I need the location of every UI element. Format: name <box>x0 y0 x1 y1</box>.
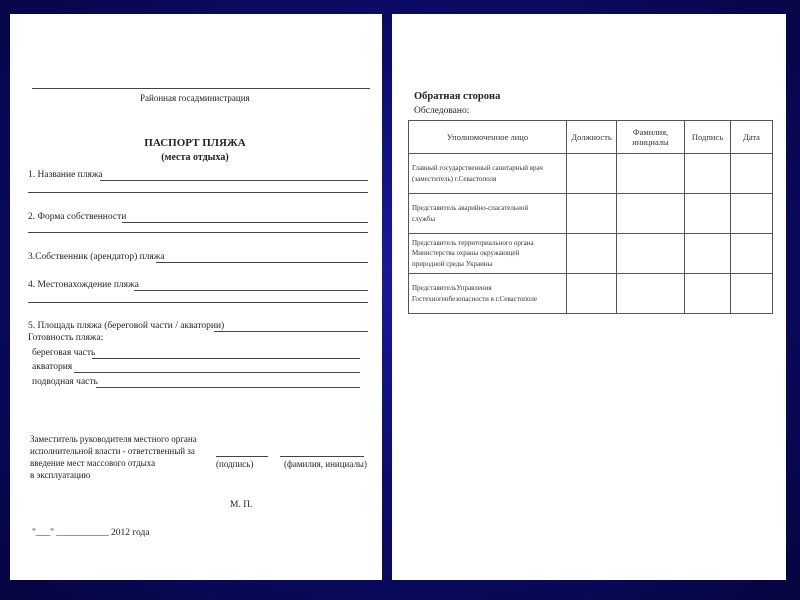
readiness-shore-label: береговая часть <box>32 348 96 358</box>
field-label-location: 4. Местонахождение пляжа <box>28 280 139 290</box>
table-row <box>409 194 773 234</box>
seal-label: М. П. <box>230 500 253 510</box>
table-row <box>409 154 773 194</box>
header-name: Фамилия, инициалы <box>617 121 685 154</box>
name-cell[interactable] <box>617 194 685 234</box>
signatory-line-2: исполнительной власти - ответственный за <box>30 446 195 456</box>
header-date: Дата <box>731 121 773 154</box>
ownership-line[interactable] <box>122 222 368 223</box>
ownership-line-2[interactable] <box>28 232 368 233</box>
row-person-label: ПредставительУправления Гостехногенбезопасности в г.Севастополе <box>409 274 567 314</box>
signature-cell[interactable] <box>685 194 731 234</box>
date-cell[interactable] <box>731 154 773 194</box>
date-cell[interactable] <box>731 274 773 314</box>
date-cell[interactable] <box>731 234 773 274</box>
readiness-water-line[interactable] <box>74 372 360 373</box>
area-line[interactable] <box>214 331 368 332</box>
name-cell[interactable] <box>617 234 685 274</box>
signature-cell[interactable] <box>685 234 731 274</box>
table-header-row <box>409 121 773 154</box>
owner-line[interactable] <box>156 262 368 263</box>
page-subtitle: (места отдыха) <box>161 152 229 163</box>
header-position: Должность <box>567 121 617 154</box>
reverse-side-page <box>392 14 786 580</box>
administration-line <box>32 88 370 89</box>
page-title: ПАСПОРТ ПЛЯЖА <box>144 137 246 149</box>
field-label-owner: 3.Собственник (арендатор) пляжа <box>28 252 165 262</box>
position-cell[interactable] <box>567 194 617 234</box>
name-cell[interactable] <box>617 274 685 314</box>
position-cell[interactable] <box>567 274 617 314</box>
beach-name-line[interactable] <box>100 180 368 181</box>
table-row <box>409 274 773 314</box>
signature-cell[interactable] <box>685 154 731 194</box>
table-row <box>409 234 773 274</box>
name-line[interactable] <box>280 456 364 457</box>
readiness-water-label: акватория <box>32 362 73 372</box>
beach-passport-page <box>10 14 382 580</box>
signature-line[interactable] <box>216 456 268 457</box>
position-cell[interactable] <box>567 234 617 274</box>
row-person-label: Представитель аварийно-спасательной службы <box>409 194 567 234</box>
date-line: "___" ___________ 2012 года <box>32 528 150 538</box>
name-caption: (фамилия, инициалы) <box>284 459 367 469</box>
field-label-area: 5. Площадь пляжа (береговой части / акватории) <box>28 321 225 331</box>
field-label-beach-name: 1. Название пляжа <box>28 170 103 180</box>
position-cell[interactable] <box>567 154 617 194</box>
location-line[interactable] <box>134 290 368 291</box>
readiness-label: Готовность пляжа: <box>28 333 104 343</box>
readiness-shore-line[interactable] <box>92 358 360 359</box>
header-signature: Подпись <box>685 121 731 154</box>
surveyed-label: Обследовано: <box>414 106 470 116</box>
signatory-line-1: Заместитель руководителя местного органа <box>30 434 197 444</box>
signature-caption: (подпись) <box>216 459 254 469</box>
readiness-underwater-label: подводная часть <box>32 377 98 387</box>
administration-label: Районная госадминистрация <box>140 93 250 103</box>
date-cell[interactable] <box>731 194 773 234</box>
readiness-underwater-line[interactable] <box>96 387 360 388</box>
signatory-line-3: введение мест массового отдыха <box>30 458 156 468</box>
header-authorized-person: Уполномоченное лицо <box>409 121 567 154</box>
beach-name-line-2[interactable] <box>28 192 368 193</box>
field-label-ownership: 2. Форма собственности <box>28 212 127 222</box>
reverse-heading: Обратная сторона <box>414 91 501 102</box>
row-person-label: Представитель территориального органа Министерства охраны окружающей природной среды Украины <box>409 234 567 274</box>
row-person-label: Главный государственный санитарный врач (заместитель) г.Севастополя <box>409 154 567 194</box>
inspection-table <box>408 120 773 314</box>
signature-cell[interactable] <box>685 274 731 314</box>
name-cell[interactable] <box>617 154 685 194</box>
location-line-2[interactable] <box>28 302 368 303</box>
signatory-line-4: в эксплуатацию <box>30 470 91 480</box>
